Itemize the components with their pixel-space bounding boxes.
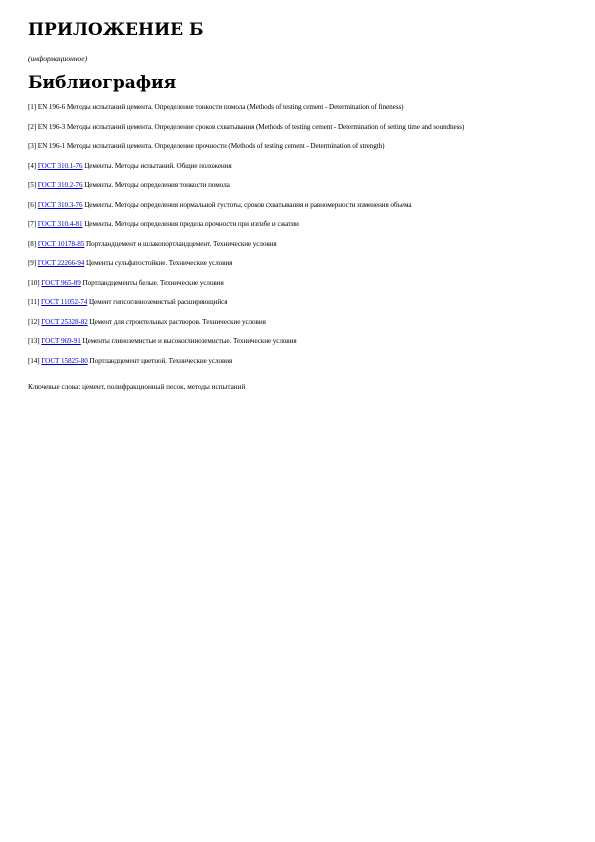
bibliography-heading: Библиография [28, 73, 177, 93]
bibliography-item [28, 279, 567, 289]
bibliography-item-text: Цемент гипсоглиноземистый расширяющийся [88, 298, 228, 306]
bibliography-item-text: Цементы. Методы определения тонкости помола [84, 181, 230, 189]
keywords: Ключевые слова: цемент, полифракционный песок, методы испытаний [28, 383, 246, 391]
bibliography-item-number: [7] [28, 220, 37, 228]
bibliography-item [28, 240, 567, 250]
bibliography-item-number: [10] [28, 278, 40, 287]
bibliography-item-text: EN 196-3 Методы испытаний цемента. Определение сроков схватывания (Methods of testing cement - Determination of setting time and soundness) [37, 122, 465, 131]
bibliography-item [28, 357, 567, 367]
standard-link[interactable]: ГОСТ 310.3-76 [37, 200, 83, 209]
bibliography-item-number: [13] [28, 337, 40, 345]
standard-link[interactable]: ГОСТ 310.4-81 [37, 220, 83, 228]
bibliography-item-number: [11] [28, 298, 40, 306]
bibliography-item-number: [2] [28, 122, 37, 131]
bibliography-item-number: [14] [28, 356, 40, 365]
bibliography-item-number: [4] [28, 161, 37, 170]
bibliography-item-text: Цементы сульфатостойкие. Технические условия [86, 259, 233, 267]
document-page [0, 0, 595, 391]
bibliography-item-number: [12] [28, 317, 40, 326]
bibliography-item-number: [3] [28, 142, 37, 150]
appendix-note: (информационное) [28, 54, 88, 63]
bibliography-item-number: [6] [28, 200, 37, 209]
bibliography-item [28, 181, 567, 191]
bibliography-list [28, 103, 567, 366]
bibliography-item-text: Портландцементы белые. Технические условия [82, 278, 224, 287]
bibliography-item-number: [5] [28, 181, 37, 189]
bibliography-item-number: [1] [28, 103, 37, 111]
bibliography-item-text: Цементы. Методы определения предела прочности при изгибе и сжатии [84, 220, 299, 228]
bibliography-item [28, 337, 567, 347]
bibliography-item [28, 162, 567, 172]
bibliography-item [28, 318, 567, 328]
standard-link[interactable]: ГОСТ 15825-80 [41, 356, 88, 365]
bibliography-item [28, 298, 567, 308]
bibliography-item [28, 220, 567, 230]
standard-link[interactable]: ГОСТ 11052-74 [41, 298, 88, 306]
bibliography-item-text: Цемент для строительных растворов. Технические условия [89, 317, 266, 326]
standard-link[interactable]: ГОСТ 310.2-76 [37, 181, 83, 189]
bibliography-item-text: Цементы. Методы определения нормальной густоты, сроков схватывания и равномерности изменения объема [84, 200, 412, 209]
bibliography-item [28, 142, 567, 152]
bibliography-item [28, 103, 567, 113]
bibliography-item-text: Цементы. Методы испытаний. Общие положения [84, 161, 232, 170]
bibliography-item-text: EN 196-1 Методы испытаний цемента. Определение прочности (Methods of testing cement - Determination of strength) [37, 142, 385, 150]
bibliography-item [28, 259, 567, 269]
bibliography-item-text: Портландцемент цветной. Технические условия [89, 356, 233, 365]
standard-link[interactable]: ГОСТ 969-91 [41, 337, 81, 345]
bibliography-item-number: [8] [28, 239, 37, 248]
bibliography-item [28, 201, 567, 211]
standard-link[interactable]: ГОСТ 965-89 [41, 278, 81, 287]
standard-link[interactable]: ГОСТ 10178-85 [37, 239, 85, 248]
bibliography-item-text: EN 196-6 Методы испытаний цемента. Определение тонкости помола (Methods of testing cement - Determination of fineness) [37, 103, 404, 111]
bibliography-item-number: [9] [28, 259, 37, 267]
bibliography-item-text: Портландцемент и шлакопортландцемент. Технические условия [86, 239, 277, 248]
bibliography-item-text: Цементы глиноземистые и высокоглиноземистые. Технические условия [82, 337, 297, 345]
standard-link[interactable]: ГОСТ 310.1-76 [37, 161, 83, 170]
appendix-title: ПРИЛОЖЕНИЕ Б [28, 20, 204, 40]
bibliography-item [28, 123, 567, 133]
standard-link[interactable]: ГОСТ 25328-82 [41, 317, 88, 326]
standard-link[interactable]: ГОСТ 22266-94 [37, 259, 85, 267]
